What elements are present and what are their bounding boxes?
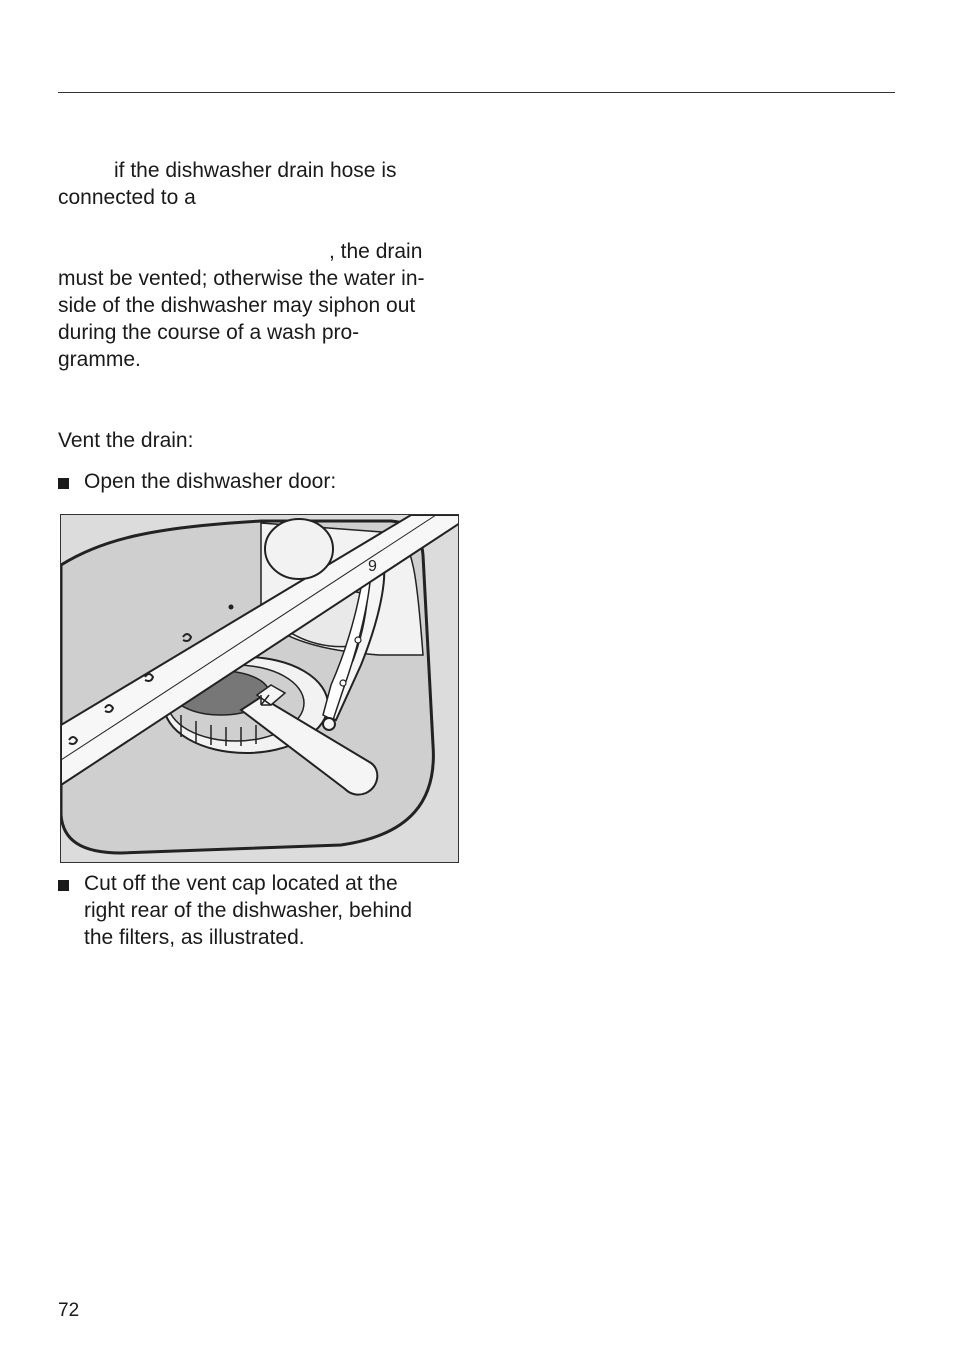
step-2-line-2: right rear of the dishwasher, behind [84, 899, 413, 922]
intro-line-2: connected to a [58, 186, 196, 209]
dishwasher-illustration [60, 514, 459, 863]
intro-line-1: if the dishwasher drain hose is [114, 159, 397, 182]
intro-line-5: side of the dishwasher may siphon out [58, 294, 416, 317]
vent-heading: Vent the drain: [58, 429, 194, 452]
step-2-line-1: Cut off the vent cap located at the [84, 872, 398, 895]
intro-line-6: during the course of a wash pro- [58, 321, 360, 344]
step-1-line-1: Open the dishwasher door: [84, 470, 337, 493]
intro-line-3: , the drain [329, 240, 423, 263]
figure-label: 9 [368, 558, 377, 575]
step-2-line-3: the filters, as illustrated. [84, 926, 305, 949]
header-rule [58, 92, 895, 93]
intro-line-7: gramme. [58, 348, 141, 371]
intro-line-4: must be vented; otherwise the water in- [58, 267, 425, 290]
page-number: 72 [58, 1300, 80, 1321]
bullet-square-icon [58, 478, 69, 489]
bullet-square-icon [58, 880, 69, 891]
